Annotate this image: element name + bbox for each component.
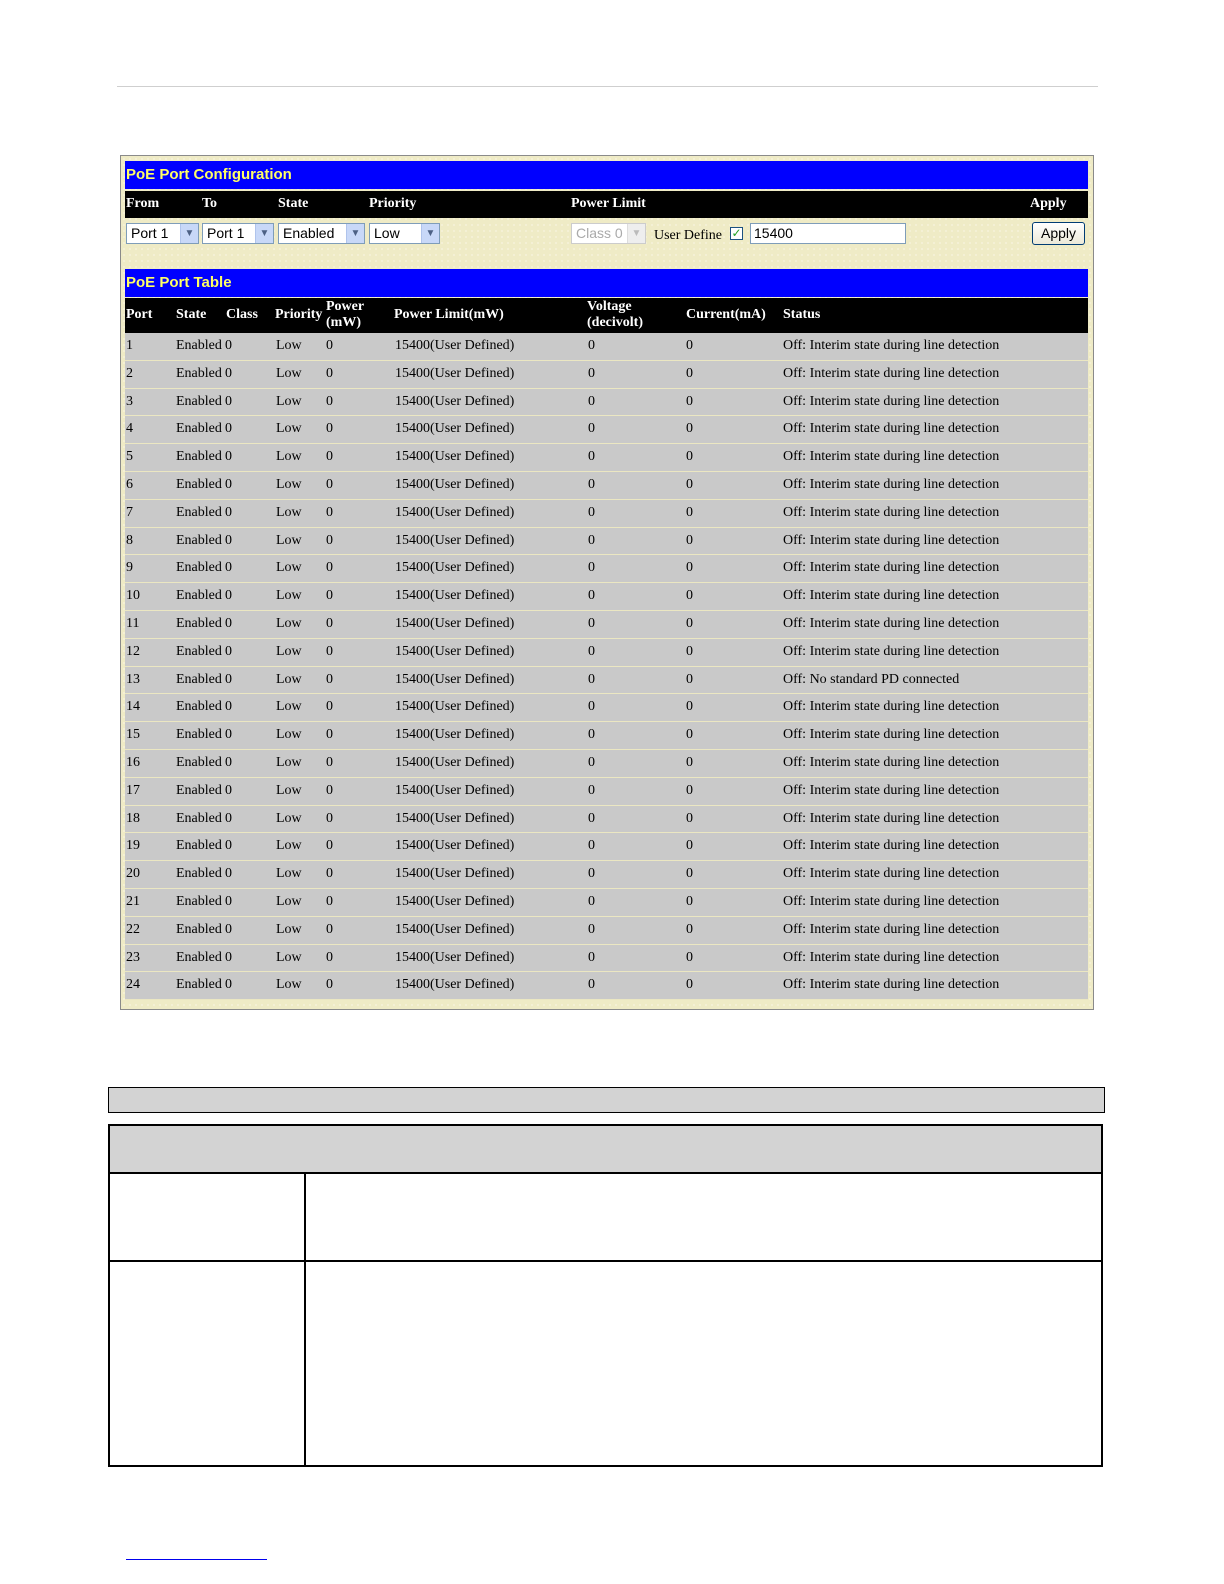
table-cell: 15400(User Defined) bbox=[395, 615, 515, 631]
config-title: PoE Port Configuration bbox=[125, 161, 1088, 189]
chevron-down-icon: ▼ bbox=[627, 224, 645, 243]
table-cell: 0 bbox=[686, 532, 693, 548]
table-cell: 9 bbox=[126, 560, 133, 576]
table-cell: Low bbox=[276, 588, 302, 604]
table-cell: Off: Interim state during line detection bbox=[783, 699, 1000, 715]
table-cell: 0 bbox=[686, 615, 693, 631]
table-cell: Off: Interim state during line detection bbox=[783, 421, 1000, 437]
table-cell: 0 bbox=[588, 921, 595, 937]
table-cell: Enabled bbox=[176, 810, 222, 826]
table-cell: 13 bbox=[126, 671, 140, 687]
table-cell: 18 bbox=[126, 810, 140, 826]
table-cell: Low bbox=[276, 949, 302, 965]
chevron-down-icon: ▼ bbox=[346, 224, 364, 243]
table-cell: Off: Interim state during line detection bbox=[783, 449, 1000, 465]
th-voltage: Voltage bbox=[587, 299, 632, 314]
table-cell: 0 bbox=[326, 893, 333, 909]
table-cell: Off: Interim state during line detection bbox=[783, 949, 1000, 965]
table-cell: 0 bbox=[588, 338, 595, 353]
table-row bbox=[125, 444, 1088, 472]
table-cell: 15400(User Defined) bbox=[395, 588, 515, 604]
table-cell: 15400(User Defined) bbox=[395, 977, 515, 993]
table-cell: Low bbox=[276, 532, 302, 548]
table-cell: 0 bbox=[686, 921, 693, 937]
table-row bbox=[125, 889, 1088, 917]
table-cell: 0 bbox=[588, 643, 595, 659]
from-port-select[interactable]: Port 1 ▼ bbox=[126, 223, 199, 244]
table-cell: 0 bbox=[326, 532, 333, 548]
table-row bbox=[125, 583, 1088, 611]
table-row bbox=[125, 639, 1088, 667]
table-cell: Off: Interim state during line detection bbox=[783, 338, 1000, 353]
table-cell: 0 bbox=[686, 365, 693, 381]
description-table-header bbox=[110, 1126, 1101, 1174]
table-row bbox=[125, 945, 1088, 973]
table-cell: 0 bbox=[326, 365, 333, 381]
table-cell: Off: Interim state during line detection bbox=[783, 727, 1000, 743]
table-cell: 0 bbox=[686, 671, 693, 687]
header-apply: Apply bbox=[1030, 196, 1067, 211]
table-cell: 1 bbox=[126, 338, 133, 353]
table-cell: 0 bbox=[588, 810, 595, 826]
table-cell: Low bbox=[276, 449, 302, 465]
table-cell: Enabled bbox=[176, 393, 222, 409]
table-cell: Enabled bbox=[176, 615, 222, 631]
table-cell: 16 bbox=[126, 754, 140, 770]
table-cell: 0 bbox=[588, 838, 595, 854]
table-cell: 0 bbox=[686, 393, 693, 409]
table-cell: 0 bbox=[686, 727, 693, 743]
table-cell: 0 bbox=[225, 699, 232, 715]
apply-button[interactable]: Apply bbox=[1032, 222, 1085, 245]
table-cell: 0 bbox=[686, 421, 693, 437]
table-cell: 0 bbox=[588, 949, 595, 965]
table-cell: 0 bbox=[588, 615, 595, 631]
table-cell: 15400(User Defined) bbox=[395, 921, 515, 937]
table-cell: 0 bbox=[326, 949, 333, 965]
header-state: State bbox=[278, 196, 309, 211]
table-row bbox=[125, 611, 1088, 639]
table-cell: Low bbox=[276, 838, 302, 854]
table-cell: 15400(User Defined) bbox=[395, 671, 515, 687]
table-cell: 0 bbox=[326, 866, 333, 882]
th-priority: Priority bbox=[275, 307, 323, 322]
table-cell: Low bbox=[276, 921, 302, 937]
table-cell: 0 bbox=[686, 782, 693, 798]
table-row bbox=[125, 694, 1088, 722]
table-cell: 0 bbox=[588, 560, 595, 576]
th-power-unit: (mW) bbox=[326, 315, 361, 330]
table-cell: 0 bbox=[225, 977, 232, 993]
table-cell: 0 bbox=[326, 393, 333, 409]
table-cell: 0 bbox=[588, 977, 595, 993]
table-cell: Off: Interim state during line detection bbox=[783, 754, 1000, 770]
table-cell: Low bbox=[276, 810, 302, 826]
header-from: From bbox=[126, 196, 160, 211]
th-power: Power bbox=[326, 299, 365, 314]
th-current: Current(mA) bbox=[686, 307, 766, 322]
power-limit-input[interactable]: 15400 bbox=[750, 223, 906, 244]
table-cell: 0 bbox=[225, 866, 232, 882]
table-cell: Enabled bbox=[176, 838, 222, 854]
table-cell: 0 bbox=[686, 476, 693, 492]
table-cell: 0 bbox=[225, 338, 232, 353]
table-cell: Low bbox=[276, 866, 302, 882]
table-cell: Low bbox=[276, 977, 302, 993]
table-title: PoE Port Table bbox=[125, 269, 1088, 297]
table-cell: 0 bbox=[326, 810, 333, 826]
table-row bbox=[125, 361, 1088, 389]
table-row bbox=[125, 750, 1088, 778]
table-cell: 0 bbox=[225, 476, 232, 492]
table-cell: 0 bbox=[588, 671, 595, 687]
table-cell: Off: Interim state during line detection bbox=[783, 893, 1000, 909]
table-cell: 0 bbox=[326, 615, 333, 631]
table-cell: 0 bbox=[588, 393, 595, 409]
table-cell: Low bbox=[276, 504, 302, 520]
table-cell: 22 bbox=[126, 921, 140, 937]
table-cell: 0 bbox=[686, 338, 693, 353]
header-priority: Priority bbox=[369, 196, 417, 211]
table-cell: 19 bbox=[126, 838, 140, 854]
table-cell: Off: Interim state during line detection bbox=[783, 532, 1000, 548]
table-row bbox=[125, 833, 1088, 861]
table-cell: Off: Interim state during line detection bbox=[783, 810, 1000, 826]
table-header bbox=[125, 298, 1088, 333]
table-cell: 15400(User Defined) bbox=[395, 754, 515, 770]
table-cell: 15400(User Defined) bbox=[395, 727, 515, 743]
priority-select[interactable]: Low ▼ bbox=[369, 223, 440, 244]
table-cell: Enabled bbox=[176, 588, 222, 604]
table-cell: Off: Interim state during line detection bbox=[783, 977, 1000, 993]
table-cell: 15400(User Defined) bbox=[395, 782, 515, 798]
config-header bbox=[125, 191, 1088, 218]
table-cell: Enabled bbox=[176, 866, 222, 882]
description-table bbox=[108, 1124, 1103, 1467]
table-cell: 0 bbox=[588, 476, 595, 492]
table-cell: Off: Interim state during line detection bbox=[783, 504, 1000, 520]
poe-port-table-body bbox=[125, 333, 1088, 1000]
table-cell: 0 bbox=[326, 699, 333, 715]
caption-band bbox=[108, 1087, 1105, 1113]
table-cell: 0 bbox=[225, 421, 232, 437]
footer-link-underline[interactable] bbox=[126, 1559, 267, 1560]
table-cell: 23 bbox=[126, 949, 140, 965]
table-cell: Off: Interim state during line detection bbox=[783, 476, 1000, 492]
table-cell: 0 bbox=[225, 449, 232, 465]
table-cell: 0 bbox=[225, 504, 232, 520]
chevron-down-icon: ▼ bbox=[255, 224, 273, 243]
table-cell: 11 bbox=[126, 615, 140, 631]
table-cell: 0 bbox=[326, 421, 333, 437]
table-cell: Enabled bbox=[176, 338, 222, 353]
table-cell: 15400(User Defined) bbox=[395, 893, 515, 909]
table-cell: 15400(User Defined) bbox=[395, 810, 515, 826]
table-cell: Low bbox=[276, 560, 302, 576]
table-cell: Low bbox=[276, 754, 302, 770]
table-cell: 15400(User Defined) bbox=[395, 838, 515, 854]
table-cell: 0 bbox=[686, 588, 693, 604]
table-cell: 3 bbox=[126, 393, 133, 409]
table-cell: Enabled bbox=[176, 476, 222, 492]
table-cell: 0 bbox=[326, 838, 333, 854]
chevron-down-icon: ▼ bbox=[180, 224, 198, 243]
table-cell: Enabled bbox=[176, 532, 222, 548]
chevron-down-icon: ▼ bbox=[421, 224, 439, 243]
table-cell: Off: Interim state during line detection bbox=[783, 838, 1000, 854]
table-cell: Enabled bbox=[176, 977, 222, 993]
table-cell: 21 bbox=[126, 893, 140, 909]
table-cell: Enabled bbox=[176, 754, 222, 770]
table-cell: Enabled bbox=[176, 699, 222, 715]
table-cell: 0 bbox=[326, 977, 333, 993]
table-cell: 0 bbox=[588, 504, 595, 520]
table-cell: 15400(User Defined) bbox=[395, 560, 515, 576]
table-cell: Off: Interim state during line detection bbox=[783, 782, 1000, 798]
table-cell: Enabled bbox=[176, 421, 222, 437]
table-cell: 15 bbox=[126, 727, 140, 743]
table-cell: 0 bbox=[326, 671, 333, 687]
table-cell: 15400(User Defined) bbox=[395, 393, 515, 409]
table-cell: 0 bbox=[588, 782, 595, 798]
table-cell: 0 bbox=[686, 866, 693, 882]
table-cell: Off: Interim state during line detection bbox=[783, 588, 1000, 604]
table-cell: Low bbox=[276, 643, 302, 659]
to-port-select[interactable]: Port 1 ▼ bbox=[202, 223, 274, 244]
table-cell: Off: Interim state during line detection bbox=[783, 866, 1000, 882]
table-cell: 0 bbox=[225, 893, 232, 909]
table-cell: 0 bbox=[326, 921, 333, 937]
table-cell: 0 bbox=[588, 421, 595, 437]
table-cell: 7 bbox=[126, 504, 133, 520]
table-cell: 15400(User Defined) bbox=[395, 476, 515, 492]
table-cell: 0 bbox=[686, 643, 693, 659]
table-cell: 15400(User Defined) bbox=[395, 338, 515, 353]
table-cell: 0 bbox=[588, 893, 595, 909]
table-cell: 15400(User Defined) bbox=[395, 365, 515, 381]
table-cell: 0 bbox=[686, 560, 693, 576]
header-to: To bbox=[202, 196, 218, 211]
table-cell: 0 bbox=[225, 838, 232, 854]
table-cell: Low bbox=[276, 782, 302, 798]
table-cell: 0 bbox=[225, 949, 232, 965]
table-cell: Low bbox=[276, 365, 302, 381]
th-status: Status bbox=[783, 307, 821, 322]
table-cell: 2 bbox=[126, 365, 133, 381]
table-cell: 0 bbox=[225, 754, 232, 770]
table-cell: Low bbox=[276, 476, 302, 492]
table-cell: Off: Interim state during line detection bbox=[783, 643, 1000, 659]
th-voltage-unit: (decivolt) bbox=[587, 315, 643, 330]
table-row bbox=[125, 917, 1088, 945]
table-cell: 0 bbox=[225, 393, 232, 409]
table-cell: Enabled bbox=[176, 643, 222, 659]
table-cell: 0 bbox=[686, 449, 693, 465]
table-cell: Off: Interim state during line detection bbox=[783, 560, 1000, 576]
table-cell: 0 bbox=[326, 754, 333, 770]
table-cell: Enabled bbox=[176, 727, 222, 743]
table-cell: Off: Interim state during line detection bbox=[783, 615, 1000, 631]
table-cell: 15400(User Defined) bbox=[395, 949, 515, 965]
table-cell: Enabled bbox=[176, 365, 222, 381]
table-cell: Low bbox=[276, 727, 302, 743]
table-cell: 5 bbox=[126, 449, 133, 465]
description-row bbox=[110, 1262, 1101, 1465]
table-cell: 0 bbox=[588, 754, 595, 770]
table-row bbox=[125, 472, 1088, 500]
table-cell: 0 bbox=[686, 810, 693, 826]
table-cell: 15400(User Defined) bbox=[395, 532, 515, 548]
table-cell: 0 bbox=[588, 727, 595, 743]
th-state: State bbox=[176, 307, 207, 322]
table-cell: Enabled bbox=[176, 782, 222, 798]
table-cell: 15400(User Defined) bbox=[395, 504, 515, 520]
table-cell: Enabled bbox=[176, 449, 222, 465]
table-cell: 0 bbox=[225, 532, 232, 548]
table-cell: 0 bbox=[686, 893, 693, 909]
table-cell: 0 bbox=[326, 338, 333, 353]
th-power-limit: Power Limit(mW) bbox=[394, 307, 504, 322]
table-row bbox=[125, 528, 1088, 556]
table-row bbox=[125, 806, 1088, 834]
table-cell: 0 bbox=[225, 671, 232, 687]
table-row bbox=[125, 861, 1088, 889]
table-cell: 0 bbox=[225, 588, 232, 604]
table-cell: 0 bbox=[225, 643, 232, 659]
description-row bbox=[110, 1174, 1101, 1262]
table-cell: 0 bbox=[225, 560, 232, 576]
table-cell: 0 bbox=[588, 532, 595, 548]
th-port: Port bbox=[126, 307, 153, 322]
table-cell: Enabled bbox=[176, 893, 222, 909]
table-cell: 15400(User Defined) bbox=[395, 699, 515, 715]
table-cell: Low bbox=[276, 615, 302, 631]
table-cell: 15400(User Defined) bbox=[395, 643, 515, 659]
table-cell: 0 bbox=[225, 921, 232, 937]
table-cell: 17 bbox=[126, 782, 140, 798]
table-cell: Enabled bbox=[176, 560, 222, 576]
table-cell: Off: No standard PD connected bbox=[783, 671, 960, 687]
table-row bbox=[125, 667, 1088, 695]
table-cell: 15400(User Defined) bbox=[395, 866, 515, 882]
table-cell: Off: Interim state during line detection bbox=[783, 365, 1000, 381]
table-cell: 0 bbox=[588, 866, 595, 882]
table-cell: 0 bbox=[588, 365, 595, 381]
table-row bbox=[125, 972, 1088, 1000]
user-define-label: User Define bbox=[654, 228, 723, 243]
table-cell: 0 bbox=[225, 810, 232, 826]
table-cell: Off: Interim state during line detection bbox=[783, 393, 1000, 409]
table-cell: 0 bbox=[326, 504, 333, 520]
table-row bbox=[125, 555, 1088, 583]
table-cell: 8 bbox=[126, 532, 133, 548]
table-cell: 0 bbox=[686, 699, 693, 715]
table-cell: Enabled bbox=[176, 671, 222, 687]
table-cell: Enabled bbox=[176, 949, 222, 965]
table-row bbox=[125, 500, 1088, 528]
description-column-divider bbox=[304, 1174, 306, 1465]
table-cell: 0 bbox=[326, 643, 333, 659]
table-row bbox=[125, 416, 1088, 444]
table-cell: 0 bbox=[588, 449, 595, 465]
table-cell: Low bbox=[276, 338, 302, 353]
table-cell: 0 bbox=[225, 615, 232, 631]
table-cell: 0 bbox=[326, 588, 333, 604]
poe-screenshot bbox=[120, 155, 1094, 1010]
user-define-checkbox[interactable]: ✓ bbox=[731, 226, 742, 240]
table-cell: 15400(User Defined) bbox=[395, 421, 515, 437]
table-cell: 0 bbox=[326, 782, 333, 798]
table-cell: 15400(User Defined) bbox=[395, 449, 515, 465]
table-cell: 0 bbox=[225, 727, 232, 743]
table-cell: 0 bbox=[588, 588, 595, 604]
table-cell: Low bbox=[276, 893, 302, 909]
table-cell: Off: Interim state during line detection bbox=[783, 921, 1000, 937]
state-select[interactable]: Enabled ▼ bbox=[278, 223, 365, 244]
table-cell: 0 bbox=[326, 727, 333, 743]
table-cell: 20 bbox=[126, 866, 140, 882]
table-cell: 0 bbox=[686, 977, 693, 993]
table-cell: 4 bbox=[126, 421, 133, 437]
th-class: Class bbox=[226, 307, 258, 322]
table-cell: 0 bbox=[588, 699, 595, 715]
table-cell: 0 bbox=[326, 560, 333, 576]
table-cell: 0 bbox=[326, 476, 333, 492]
table-cell: 10 bbox=[126, 588, 140, 604]
table-cell: Low bbox=[276, 699, 302, 715]
table-cell: Low bbox=[276, 671, 302, 687]
table-cell: 12 bbox=[126, 643, 140, 659]
page-header-rule bbox=[117, 86, 1098, 87]
header-power-limit: Power Limit bbox=[571, 196, 646, 211]
table-row bbox=[125, 333, 1088, 361]
table-cell: 24 bbox=[126, 977, 140, 993]
table-cell: 14 bbox=[126, 699, 140, 715]
table-row bbox=[125, 389, 1088, 417]
table-cell: Enabled bbox=[176, 504, 222, 520]
table-row bbox=[125, 722, 1088, 750]
table-cell: 0 bbox=[686, 949, 693, 965]
table-cell: 0 bbox=[326, 449, 333, 465]
table-cell: Low bbox=[276, 393, 302, 409]
table-row bbox=[125, 778, 1088, 806]
table-cell: Enabled bbox=[176, 921, 222, 937]
table-cell: 0 bbox=[686, 838, 693, 854]
table-cell: Low bbox=[276, 421, 302, 437]
table-cell: 0 bbox=[686, 504, 693, 520]
table-cell: 6 bbox=[126, 476, 133, 492]
table-cell: 0 bbox=[686, 754, 693, 770]
class-select[interactable]: Class 0 ▼ bbox=[571, 223, 646, 244]
table-cell: 0 bbox=[225, 365, 232, 381]
table-cell: 0 bbox=[225, 782, 232, 798]
